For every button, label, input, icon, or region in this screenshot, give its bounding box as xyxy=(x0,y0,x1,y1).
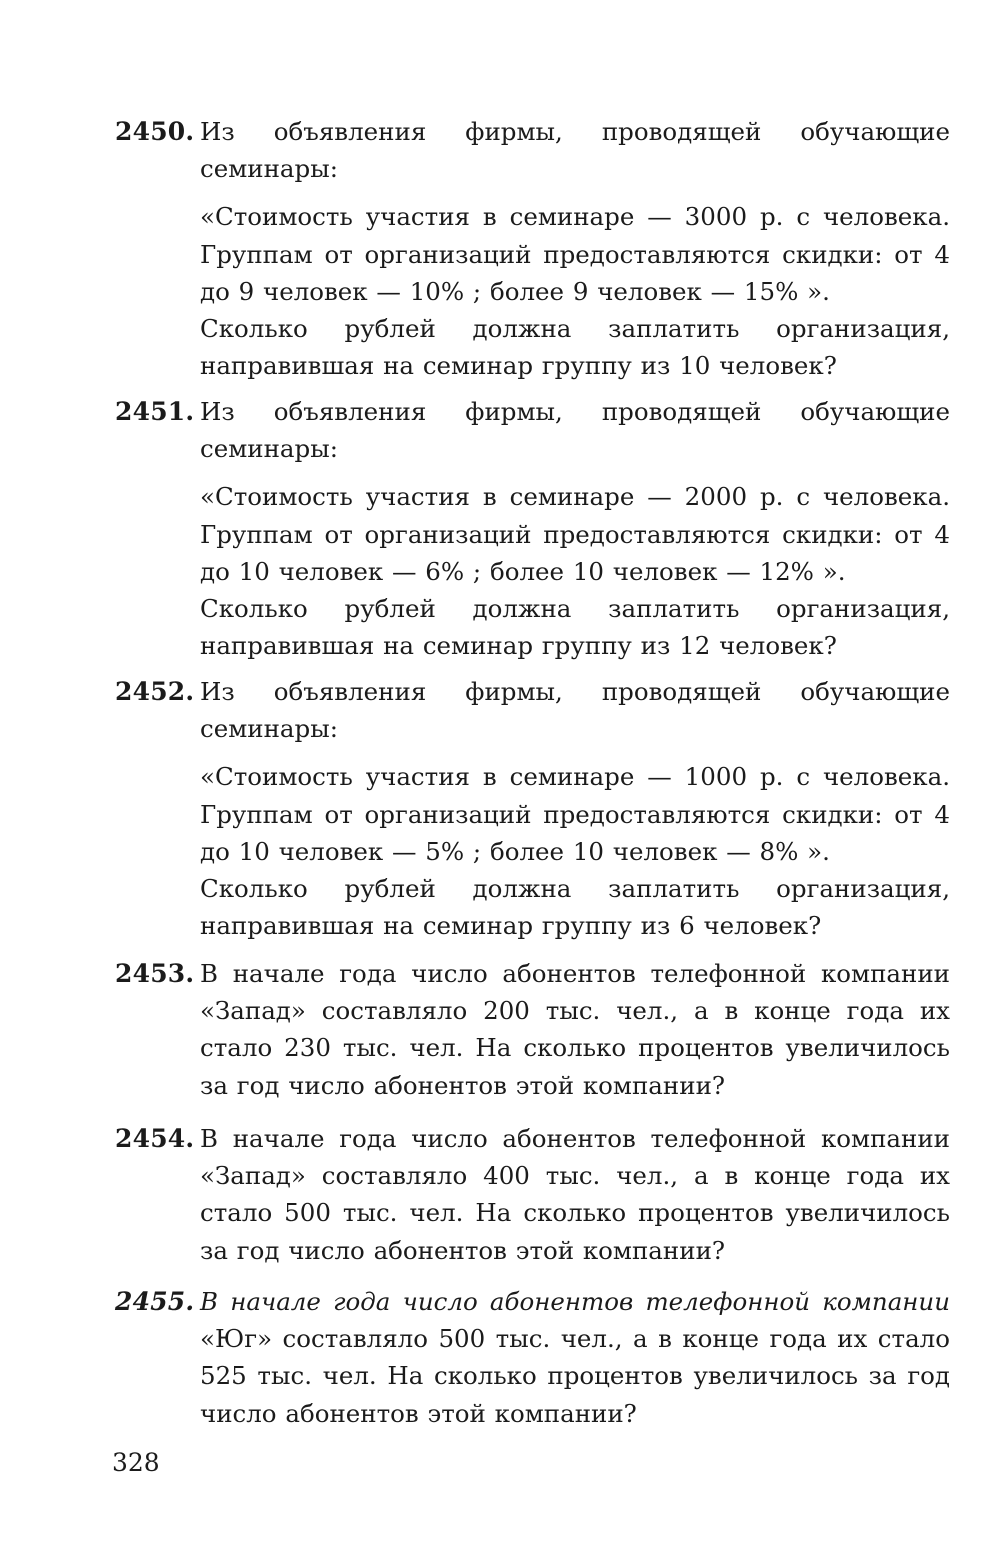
problem-intro: Из объявления фирмы, проводящей обучающие семинары: xyxy=(200,117,950,184)
quote-text: «Стоимость участия в семинаре — 3000 р. с человека. Группам от организаций предоставляются скидки: от 4 до 9 человек — 10% ; более 9 человек — 15% ». xyxy=(200,202,950,306)
problem-2455 xyxy=(115,1283,950,1432)
problem-text-italic: В начале года число абонентов телефонной компании xyxy=(200,1287,950,1316)
problem-2451 xyxy=(115,393,950,664)
advertisement-quote xyxy=(200,198,950,384)
problem-number: 2452. xyxy=(115,677,195,706)
problem-number: 2451. xyxy=(115,397,195,426)
problem-2450 xyxy=(115,113,950,384)
problem-text xyxy=(200,1283,950,1432)
problem-content xyxy=(200,1283,950,1432)
problem-content xyxy=(200,673,950,944)
problem-number: 2454. xyxy=(115,1124,195,1153)
problem-number: 2455. xyxy=(115,1287,195,1316)
problem-text: В начале года число абонентов телефонной компании «Запад» составляло 200 тыс. чел., а в конце года их стало 230 тыс. чел. На сколько процентов увеличилось за год число абонентов этой компании? xyxy=(200,959,950,1100)
problem-question: Сколько рублей должна заплатить организация, направившая на семинар группу из 12 человек? xyxy=(200,594,950,661)
advertisement-quote xyxy=(200,478,950,664)
quote-text: «Стоимость участия в семинаре — 2000 р. с человека. Группам от организаций предоставляются скидки: от 4 до 10 человек — 6% ; более 10 человек — 12% ». xyxy=(200,482,950,586)
problem-content xyxy=(200,955,950,1104)
page-number: 328 xyxy=(112,1448,160,1477)
problem-intro: Из объявления фирмы, проводящей обучающие семинары: xyxy=(200,397,950,464)
quote-text: «Стоимость участия в семинаре — 1000 р. с человека. Группам от организаций предоставляются скидки: от 4 до 10 человек — 5% ; более 10 человек — 8% ». xyxy=(200,762,950,866)
problem-number: 2450. xyxy=(115,117,195,146)
problem-intro: Из объявления фирмы, проводящей обучающие семинары: xyxy=(200,677,950,744)
problem-number: 2453. xyxy=(115,959,195,988)
problem-text: В начале года число абонентов телефонной компании «Запад» составляло 400 тыс. чел., а в конце года их стало 500 тыс. чел. На сколько процентов увеличилось за год число абонентов этой компании? xyxy=(200,1124,950,1265)
problem-2453 xyxy=(115,955,950,1104)
problem-content xyxy=(200,1120,950,1269)
problem-question: Сколько рублей должна заплатить организация, направившая на семинар группу из 6 человек? xyxy=(200,874,950,941)
problem-2452 xyxy=(115,673,950,944)
problem-text-rest: «Юг» составляло 500 тыс. чел., а в конце года их стало 525 тыс. чел. На сколько процентов увеличилось за год число абонентов этой компании? xyxy=(200,1324,950,1428)
problem-content xyxy=(200,393,950,664)
advertisement-quote xyxy=(200,758,950,944)
problem-question: Сколько рублей должна заплатить организация, направившая на семинар группу из 10 человек? xyxy=(200,314,950,381)
problem-2454 xyxy=(115,1120,950,1269)
problem-content xyxy=(200,113,950,384)
